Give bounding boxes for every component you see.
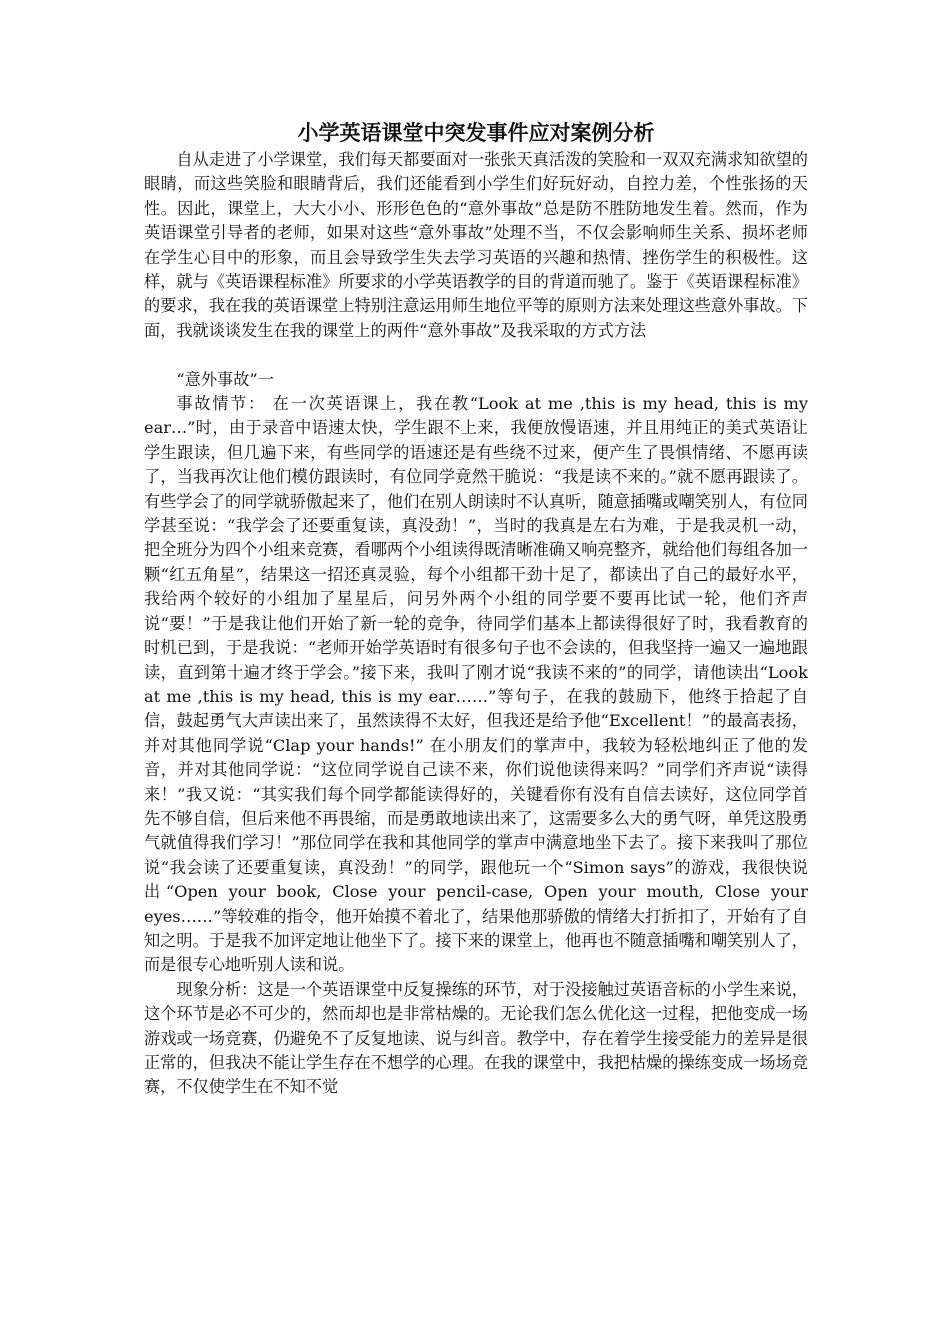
section-heading: “意外事故”一 [176,369,274,389]
document-title: 小学英语课堂中突发事件应对案例分析 [297,121,655,145]
story-paragraph: 事故情节： 在一次英语课上，我在教“Look at me ,this is my head, this is my ear…”时，由于录音中语速太快，学生跟不上来，我便放慢语速，并且用纯正的美式英语让学生跟读，但几遍下来，有些同学的语速还是有些绕不过来，便产生了畏惧情绪、不愿再读了，当我再次让他们模仿跟读时，有位同学竟然干脆说：“我是读不来的。”就不愿再跟读了。有些学会了的同学就骄傲起来了，他们在别人朗读时不认真听，随意插嘴或嘲笑别人，有位同学甚至说：“我学会了还要重复读，真没劲！”，当时的我真是左右为难，于是我灵机一动，把全班分为四个小组来竞赛，看哪两个小组读得既清晰准确又响亮整齐，就给他们每组各加一颗“红五角星”，结果这一招还真灵验，每个小组都干劲十足了，都读出了自己的最好水平，我给两个较好的小组加了星星后，问另外两个小组的同学要不要再比试一轮，他们齐声说“要！”于是我让他们开始了新一轮的竞争，待同学们基本上都读得很好了时，我看教育的时机已到，于是我说：“老师开始学英语时有很多句子也不会读的，但我坚持一遍又一遍地跟读，直到第十遍才终于学会。”接下来，我叫了刚才说“我读不来的”的同学，请他读出“Look at me ,this is my head, this is my ear……”等句子，在我的鼓励下，他终于拾起了自信，鼓起勇气大声读出来了，虽然读得不太好，但我还是给予他“Excellent！”的最高表扬，并对其他同学说“Clap your hands!” 在小朋友们的掌声中，我较为轻松地纠正了他的发音，并对其他同学说：“这位同学说自己读不来，你们说他读得来吗？”同学们齐声说“读得来！”我又说：“其实我们每个同学都能读得好的，关键看你有没有自信去读好，这位同学首先不够自信，但后来他不再畏缩，而是勇敢地读出来了，这需要多么大的勇气呀，单凭这股勇气就值得我们学习！”那位同学在我和其他同学的掌声中满意地坐下去了。接下来我叫了那位说“我会读了还要重复读，真没劲！”的同学，跟他玩一个“Simon says”的游戏，我很快说出“Open your book, Close your pencil-case, Open your mouth, Close your eyes……”等较难的指令，他开始摸不着北了，结果他那骄傲的情绪大打折扣了，开始有了自知之明。于是我不加评定地让他坐下了。接下来的课堂上，他再也不随意插嘴和嘲笑别人了，而是很专心地听别人读和说。 [144,394,808,975]
intro-paragraph: 自从走进了小学课堂，我们每天都要面对一张张天真活泼的笑脸和一双双充满求知欲望的眼睛，而这些笑脸和眼睛背后，我们还能看到小学生们好玩好动，自控力差，个性张扬的天性。因此，课堂上，大大小小、形形色色的“意外事故”总是防不胜防地发生着。然而，作为英语课堂引导者的老师，如果对这些“意外事故”处理不当，不仅会影响师生关系、损坏老师在学生心目中的形象，而且会导致学生失去学习英语的兴趣和热情、挫伤学生的积极性。这样，就与《英语课程标准》所要求的小学英语教学的目的背道而驰了。鉴于《英语课程标准》的要求，我在我的英语课堂上特别注意运用师生地位平等的原则方法来处理这些意外事故。下面，我就谈谈发生在我的课堂上的两件“意外事故”及我采取的方式方法 [144,150,808,340]
document-page [144,118,808,1100]
analysis-paragraph: 现象分析：这是一个英语课堂中反复操练的环节，对于没接触过英语音标的小学生来说，这个环节是必不可少的，然而却也是非常枯燥的。无论我们怎么优化这一过程，把他变成一场游戏或一场竞赛，仍避免不了反复地读、说与纠音。教学中，存在着学生接受能力的差异是很正常的，但我决不能让学生存在不想学的心理。在我的课堂中，我把枯燥的操练变成一场场竞赛，不仅使学生在不知不觉 [144,979,808,1097]
paragraph-spacer [144,343,808,367]
